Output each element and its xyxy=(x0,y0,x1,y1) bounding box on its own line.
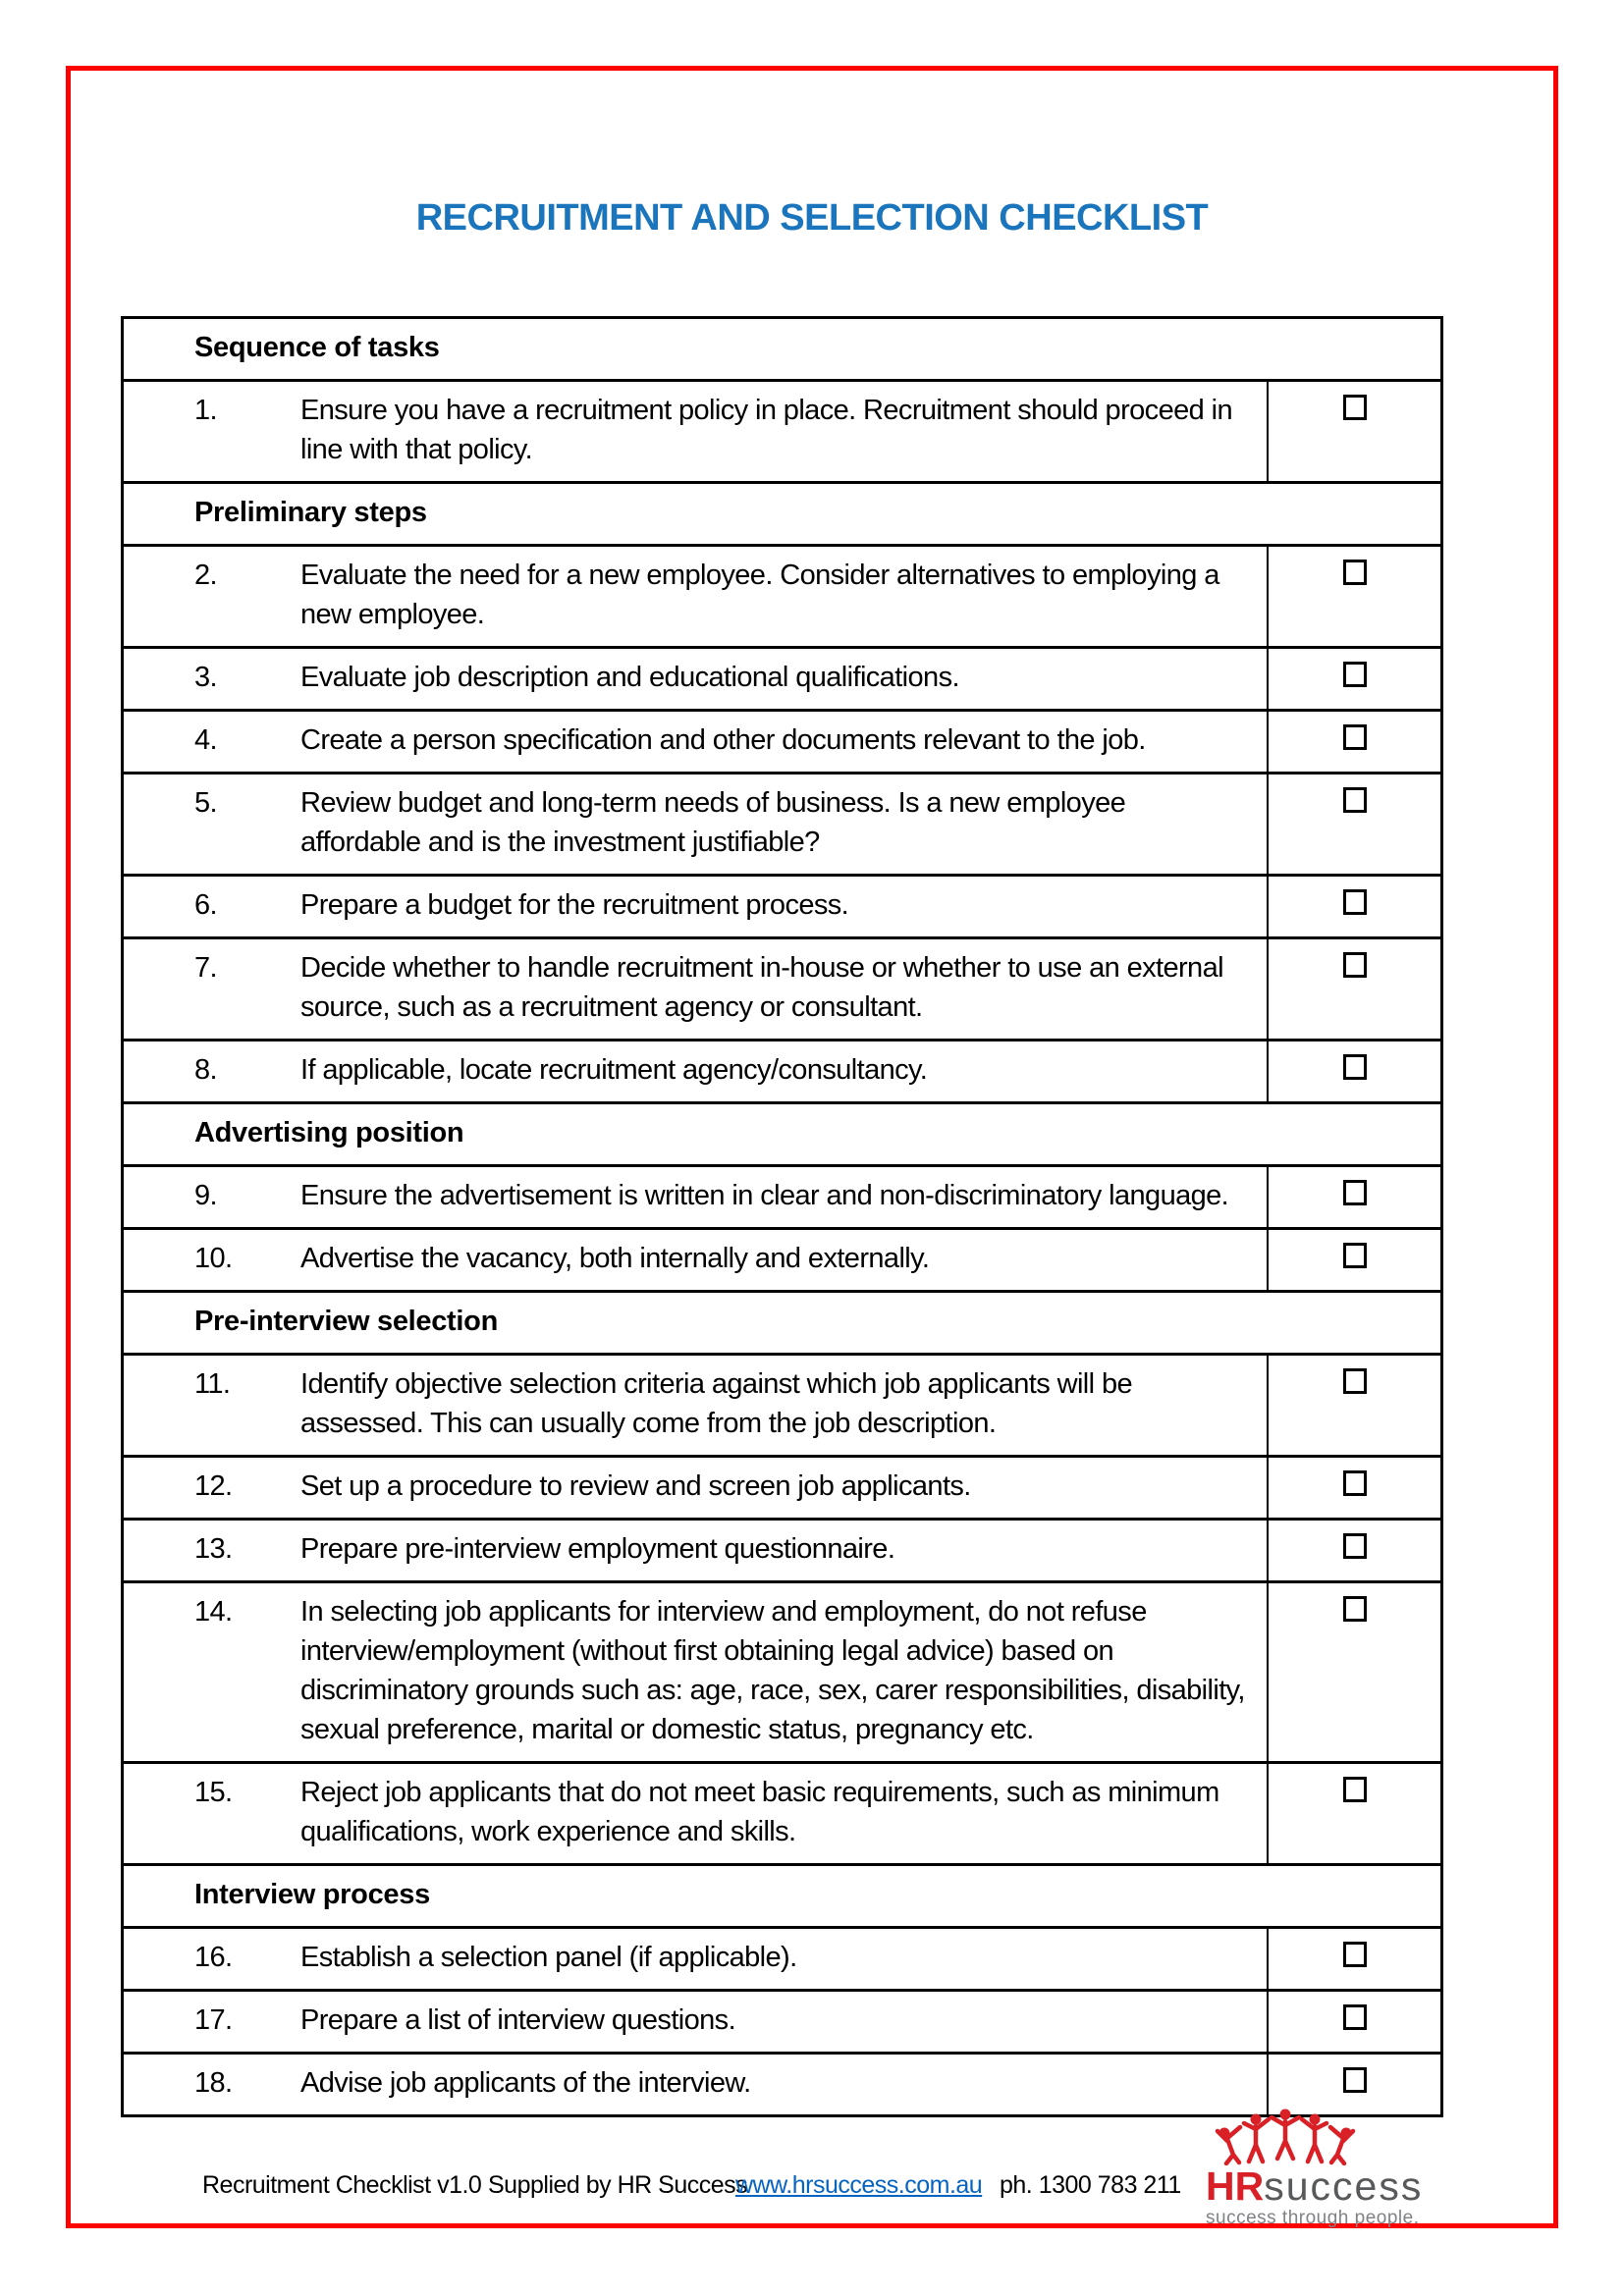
task-number: 3. xyxy=(194,662,217,693)
logo-wordmark xyxy=(1206,2165,1461,2207)
task-checkbox[interactable] xyxy=(1343,952,1367,978)
checkbox-cell xyxy=(1267,547,1440,646)
hr-success-logo xyxy=(1206,2107,1461,2229)
task-checkbox[interactable] xyxy=(1343,1533,1367,1559)
task-text: If applicable, locate recruitment agency/consultancy. xyxy=(300,1054,928,1086)
task-cell xyxy=(124,1458,1267,1518)
checkbox-cell xyxy=(1267,1230,1440,1290)
task-number: 6. xyxy=(194,889,217,921)
checkbox-cell xyxy=(1267,1521,1440,1580)
task-checkbox[interactable] xyxy=(1343,1942,1367,1967)
checkbox-cell xyxy=(1267,1764,1440,1863)
footer-phone: ph. 1300 783 211 xyxy=(1000,2171,1181,2199)
task-cell xyxy=(124,1929,1267,1989)
task-cell xyxy=(124,877,1267,936)
task-row xyxy=(124,1992,1440,2055)
task-cell xyxy=(124,382,1267,481)
checkbox-cell xyxy=(1267,1992,1440,2052)
task-number: 16. xyxy=(194,1942,233,1973)
task-cell xyxy=(124,939,1267,1039)
task-cell xyxy=(124,547,1267,646)
logo-hr-text: HR xyxy=(1206,2163,1265,2209)
task-number: 1. xyxy=(194,395,217,426)
checkbox-cell xyxy=(1267,939,1440,1039)
task-number: 15. xyxy=(194,1777,233,1808)
checkbox-cell xyxy=(1267,1458,1440,1518)
task-cell xyxy=(124,1521,1267,1580)
task-row xyxy=(124,1929,1440,1992)
checkbox-cell xyxy=(1267,649,1440,709)
task-number: 4. xyxy=(194,724,217,756)
task-text: Create a person specification and other documents relevant to the job. xyxy=(300,724,1146,756)
task-cell xyxy=(124,1230,1267,1290)
task-row xyxy=(124,547,1440,649)
task-text: Review budget and long-term needs of business. Is a new employee affordable and is the investment justifiable? xyxy=(300,787,1126,858)
section-label: Advertising position xyxy=(194,1117,464,1148)
task-text: Evaluate the need for a new employee. Consider alternatives to employing a new employee. xyxy=(300,560,1219,630)
checkbox-cell xyxy=(1267,382,1440,481)
task-checkbox[interactable] xyxy=(1343,724,1367,750)
task-checkbox[interactable] xyxy=(1343,889,1367,915)
task-checkbox[interactable] xyxy=(1343,1777,1367,1802)
task-row xyxy=(124,877,1440,939)
task-text: In selecting job applicants for interview and employment, do not refuse interview/employment (without first obtaining legal advice) based on discriminatory grounds such as: age, race, sex, carer responsibilities, disability, sexual preference, marital or domestic status, pregnancy etc. xyxy=(300,1596,1245,1745)
section-label: Pre-interview selection xyxy=(194,1306,498,1337)
task-number: 12. xyxy=(194,1470,233,1502)
section-label: Sequence of tasks xyxy=(194,332,440,363)
task-number: 11. xyxy=(194,1368,231,1400)
task-cell xyxy=(124,1167,1267,1227)
task-checkbox[interactable] xyxy=(1343,395,1367,420)
task-text: Prepare pre-interview employment questionnaire. xyxy=(300,1533,895,1565)
task-checkbox[interactable] xyxy=(1343,1470,1367,1496)
task-checkbox[interactable] xyxy=(1343,1368,1367,1394)
task-row xyxy=(124,2055,1440,2114)
task-number: 18. xyxy=(194,2067,233,2099)
task-row xyxy=(124,1167,1440,1230)
checkbox-cell xyxy=(1267,1929,1440,1989)
task-text: Identify objective selection criteria against which job applicants will be assessed. This can usually come from the job description. xyxy=(300,1368,1133,1439)
task-cell xyxy=(124,1764,1267,1863)
task-row xyxy=(124,1230,1440,1293)
checkbox-cell xyxy=(1267,2055,1440,2114)
task-text: Establish a selection panel (if applicable). xyxy=(300,1942,797,1973)
task-checkbox[interactable] xyxy=(1343,1243,1367,1268)
task-text: Reject job applicants that do not meet basic requirements, such as minimum qualifications, work experience and skills. xyxy=(300,1777,1219,1847)
task-text: Prepare a list of interview questions. xyxy=(300,2004,736,2036)
task-text: Ensure you have a recruitment policy in place. Recruitment should proceed in line with that policy. xyxy=(300,395,1232,465)
task-cell xyxy=(124,1041,1267,1101)
task-number: 7. xyxy=(194,952,217,984)
task-cell xyxy=(124,1356,1267,1455)
task-number: 8. xyxy=(194,1054,217,1086)
task-row xyxy=(124,774,1440,877)
task-cell xyxy=(124,712,1267,772)
task-checkbox[interactable] xyxy=(1343,1054,1367,1080)
task-text: Set up a procedure to review and screen job applicants. xyxy=(300,1470,971,1502)
task-cell xyxy=(124,1583,1267,1761)
task-row xyxy=(124,1458,1440,1521)
task-number: 13. xyxy=(194,1533,233,1565)
checkbox-cell xyxy=(1267,712,1440,772)
task-checkbox[interactable] xyxy=(1343,560,1367,585)
task-text: Evaluate job description and educational qualifications. xyxy=(300,662,959,693)
task-row xyxy=(124,712,1440,774)
task-text: Decide whether to handle recruitment in-house or whether to use an external source, such as a recruitment agency or consultant. xyxy=(300,952,1223,1023)
task-checkbox[interactable] xyxy=(1343,1596,1367,1622)
task-number: 9. xyxy=(194,1180,217,1211)
section-label: Interview process xyxy=(194,1879,430,1910)
page-title: RECRUITMENT AND SELECTION CHECKLIST xyxy=(415,197,1209,239)
section-header-row xyxy=(124,1293,1440,1356)
task-row xyxy=(124,939,1440,1041)
task-checkbox[interactable] xyxy=(1343,787,1367,813)
task-row xyxy=(124,649,1440,712)
logo-people-icon xyxy=(1212,2107,1359,2165)
task-row xyxy=(124,1764,1440,1866)
task-row xyxy=(124,1521,1440,1583)
checkbox-cell xyxy=(1267,877,1440,936)
section-header-row xyxy=(124,1866,1440,1929)
checklist-table xyxy=(121,316,1443,2117)
task-row xyxy=(124,1583,1440,1764)
task-cell xyxy=(124,774,1267,874)
task-number: 5. xyxy=(194,787,217,819)
section-header-row xyxy=(124,1104,1440,1167)
checkbox-cell xyxy=(1267,1167,1440,1227)
task-text: Prepare a budget for the recruitment process. xyxy=(300,889,849,921)
task-checkbox[interactable] xyxy=(1343,1180,1367,1205)
section-header-row xyxy=(124,319,1440,382)
checkbox-cell xyxy=(1267,1583,1440,1761)
task-cell xyxy=(124,2055,1267,2114)
task-number: 10. xyxy=(194,1243,233,1274)
section-header-row xyxy=(124,484,1440,547)
task-cell xyxy=(124,649,1267,709)
checkbox-cell xyxy=(1267,774,1440,874)
footer-version: Recruitment Checklist v1.0 xyxy=(202,2171,482,2199)
task-number: 2. xyxy=(194,560,217,591)
task-number: 17. xyxy=(194,2004,233,2036)
section-label: Preliminary steps xyxy=(194,497,427,528)
logo-success-text: success xyxy=(1264,2163,1424,2209)
task-checkbox[interactable] xyxy=(1343,2004,1367,2030)
task-text: Ensure the advertisement is written in clear and non-discriminatory language. xyxy=(300,1180,1229,1211)
footer-supplied-by: Supplied by HR Success xyxy=(488,2171,748,2199)
task-text: Advertise the vacancy, both internally and externally. xyxy=(300,1243,930,1274)
checkbox-cell xyxy=(1267,1041,1440,1101)
task-row xyxy=(124,1356,1440,1458)
task-row xyxy=(124,1041,1440,1104)
task-row xyxy=(124,382,1440,484)
task-cell xyxy=(124,1992,1267,2052)
task-text: Advise job applicants of the interview. xyxy=(300,2067,751,2099)
checkbox-cell xyxy=(1267,1356,1440,1455)
task-number: 14. xyxy=(194,1596,233,1628)
task-checkbox[interactable] xyxy=(1343,2067,1367,2093)
task-checkbox[interactable] xyxy=(1343,662,1367,687)
footer-website-link[interactable]: www.hrsuccess.com.au xyxy=(735,2171,983,2199)
logo-tagline: success through people. xyxy=(1206,2208,1420,2228)
